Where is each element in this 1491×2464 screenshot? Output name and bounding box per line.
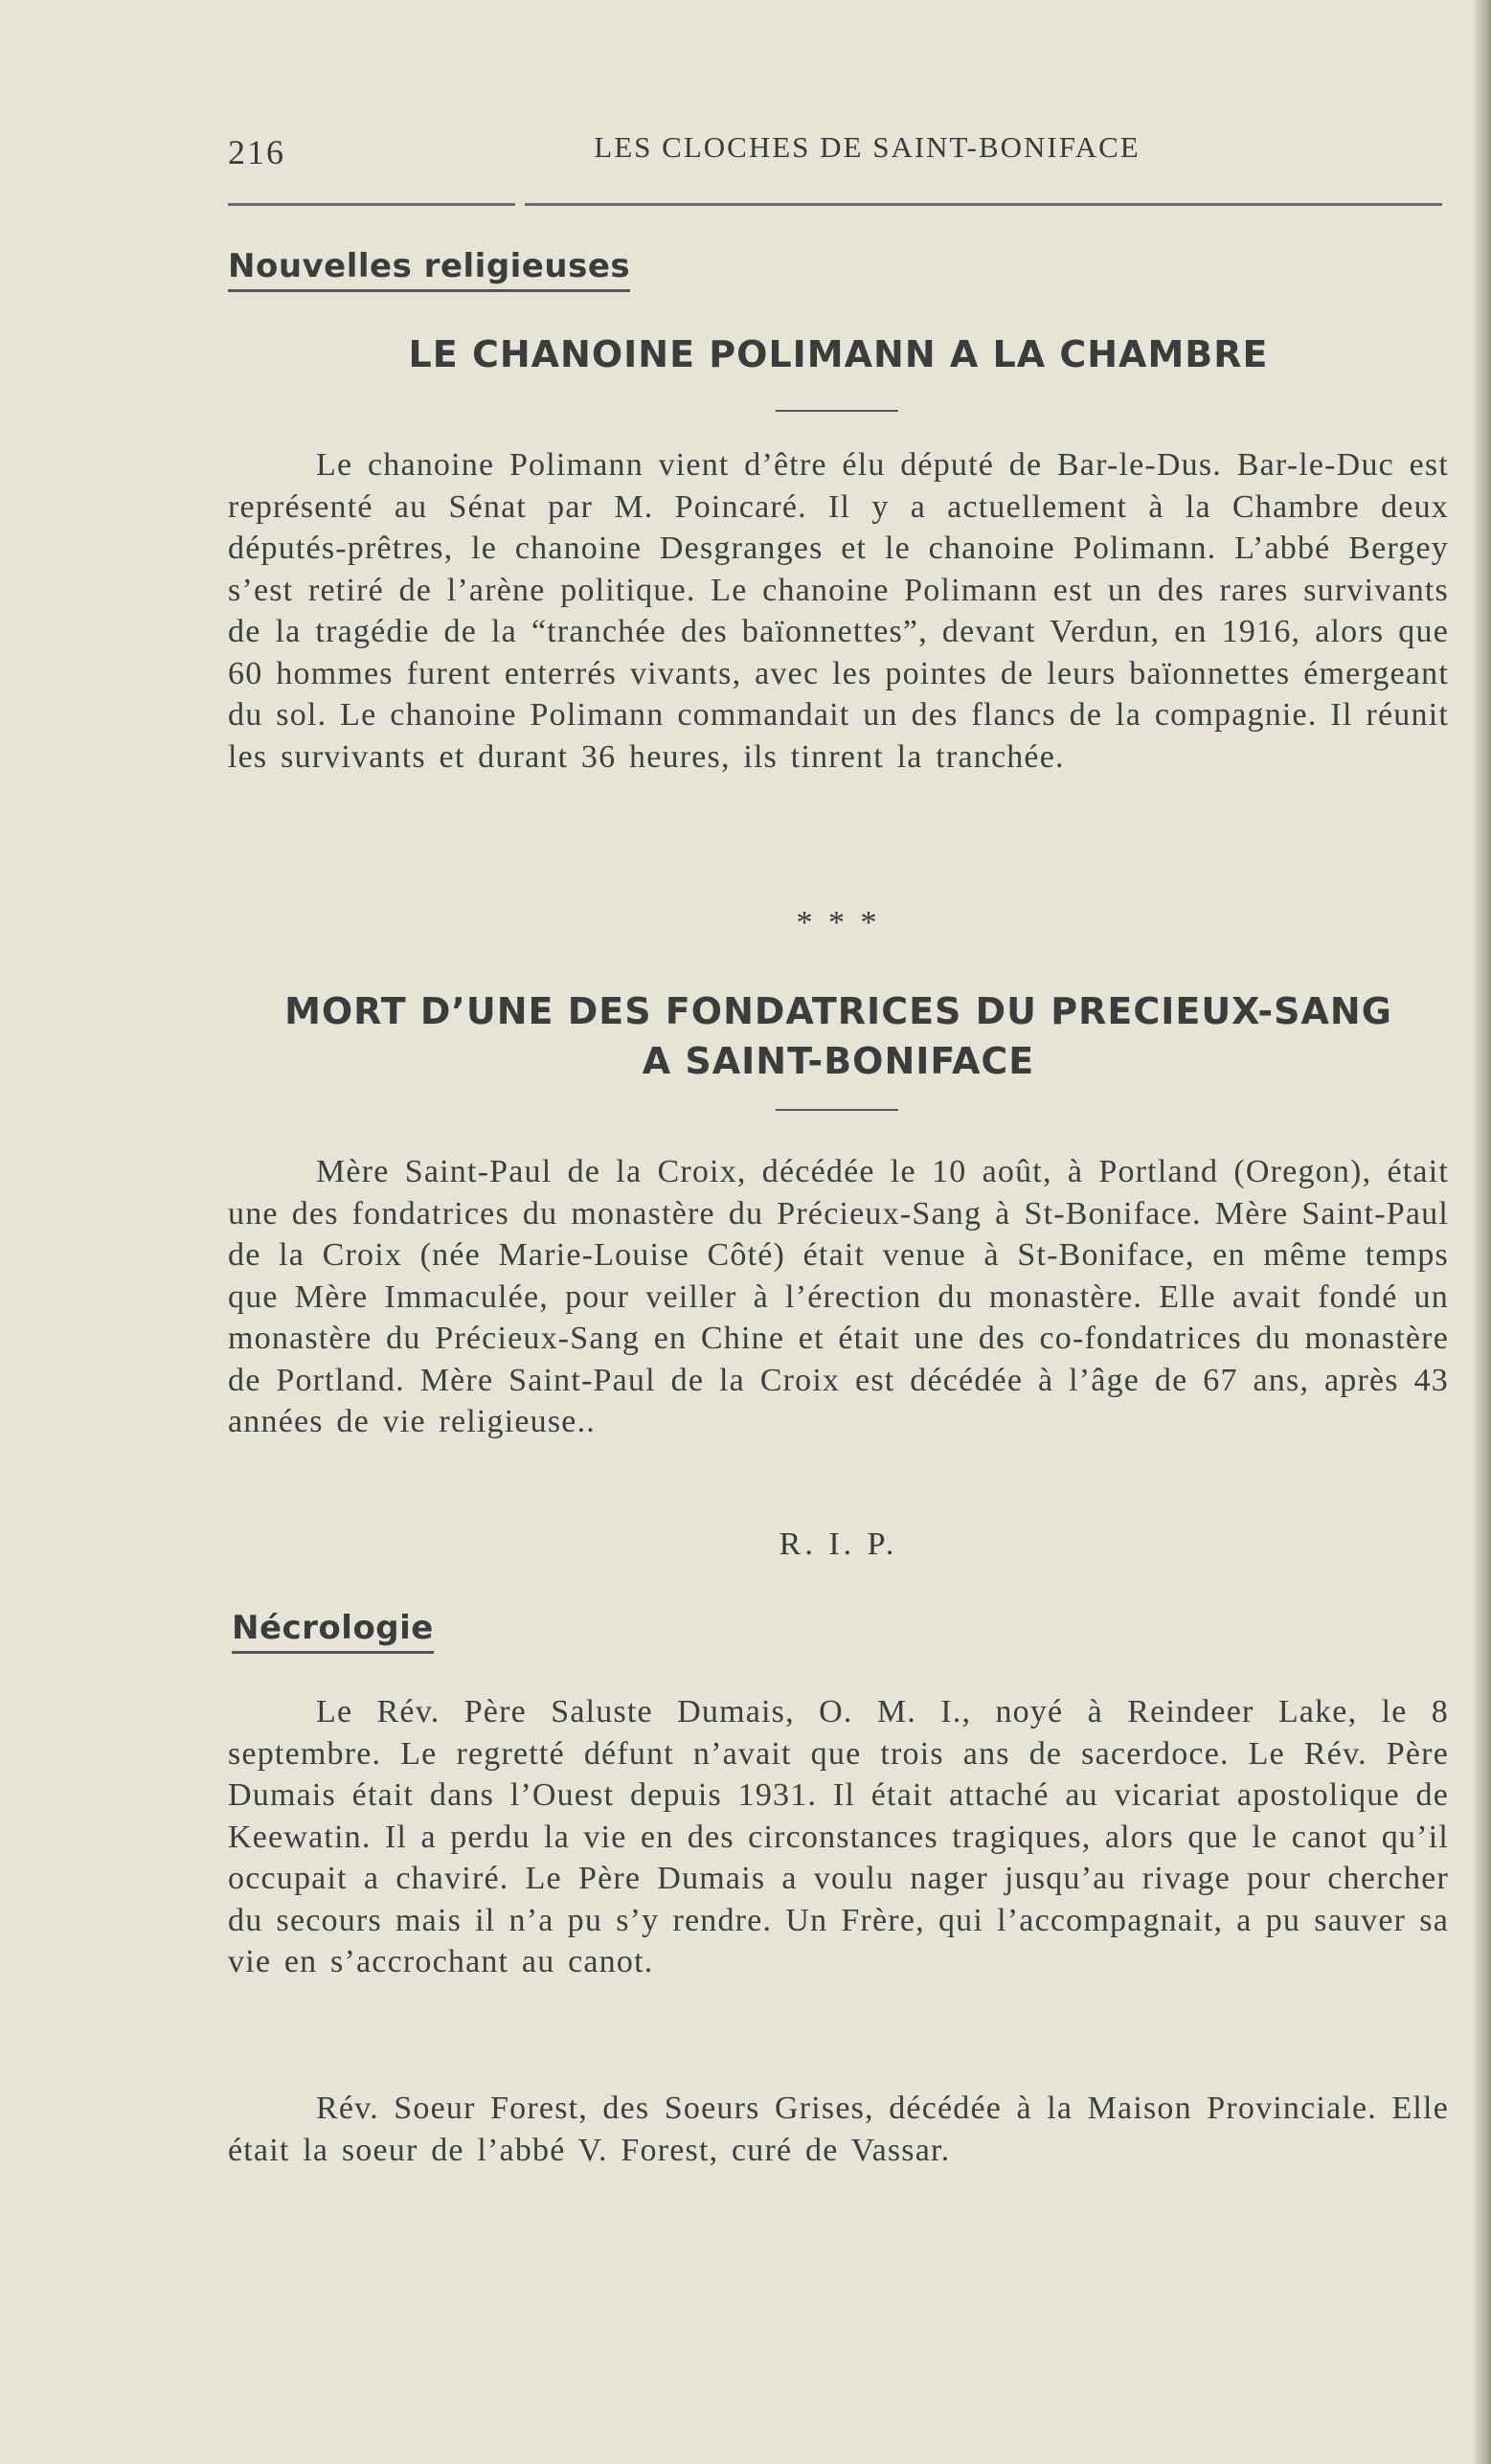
- section-separator: * * *: [796, 905, 881, 940]
- article-title-fondatrices-line2: A SAINT-BONIFACE: [642, 1040, 1035, 1082]
- title-rule: [776, 410, 898, 412]
- article-closing-rip: R. I. P.: [779, 1526, 898, 1562]
- header-rule: [228, 203, 1442, 206]
- section-heading-necrologie: Nécrologie: [232, 1609, 434, 1654]
- obituary-dumais: Le Rév. Père Saluste Dumais, O. M. I., noyé à Reindeer Lake, le 8 septembre. Le regretté défunt n’avait que trois ans de sacerdoce. Le Rév. Père Dumais était dans l’Ouest depuis 1931. Il était attaché au vicariat apostolique de Keewatin. Il a perdu la vie en des circonstances tragiques, alors que le canot qu’il occupait a chaviré. Le Père Dumais a voulu nager jusqu’au rivage pour chercher du secours mais il n’a pu s’y rendre. Un Frère, qui l’accompagnait, a pu sauver sa vie en s’accrochant au canot.: [228, 1694, 1449, 1979]
- document-page: [228, 0, 1449, 2464]
- obituary-forest: Rév. Soeur Forest, des Soeurs Grises, décédée à la Maison Provinciale. Elle était la soeur de l’abbé V. Forest, curé de Vassar.: [228, 2091, 1449, 2168]
- article-title-polimann: LE CHANOINE POLIMANN A LA CHAMBRE: [408, 333, 1269, 375]
- article-body-fondatrices: Mère Saint-Paul de la Croix, décédée le 10 août, à Portland (Oregon), était une des fondatrices du monastère du Précieux-Sang à St-Boniface. Mère Saint-Paul de la Croix (née Marie-Louise Côté) était venue à St-Boniface, en même temps que Mère Immaculée, pour veiller à l’érection du monastère. Elle avait fondé un monastère du Précieux-Sang en Chine et était une des co-fondatrices du monastère de Portland. Mère Saint-Paul de la Croix est décédée à l’âge de 67 ans, après 43 années de vie religieuse..: [228, 1154, 1449, 1439]
- running-header: [228, 124, 1449, 172]
- page-number: 216: [228, 133, 285, 171]
- section-heading-nouvelles-religieuses: Nouvelles religieuses: [228, 247, 630, 292]
- article-body-polimann: Le chanoine Polimann vient d’être élu député de Bar-le-Dus. Bar-le-Duc est représenté au Sénat par M. Poincaré. Il y a actuellement à la Chambre deux députés-prêtres, le chanoine Desgranges et le chanoine Polimann. L’abbé Bergey s’est retiré de l’arène politique. Le chanoine Polimann est un des rares survivants de la tragédie de la “tranchée des baïonnettes”, devant Verdun, en 1916, alors que 60 hommes furent enterrés vivants, avec les pointes de leurs baïonnettes émergeant du sol. Le chanoine Polimann commandait un des flancs de la compagnie. Il réunit les survivants et durant 36 heures, ils tinrent la tranchée.: [228, 447, 1449, 775]
- title-rule: [776, 1109, 898, 1111]
- article-title-fondatrices-line1: MORT D’UNE DES FONDATRICES DU PRECIEUX-SANG: [284, 990, 1392, 1032]
- journal-title: LES CLOCHES DE SAINT-BONIFACE: [594, 130, 1141, 164]
- page-edge: [1474, 0, 1491, 2464]
